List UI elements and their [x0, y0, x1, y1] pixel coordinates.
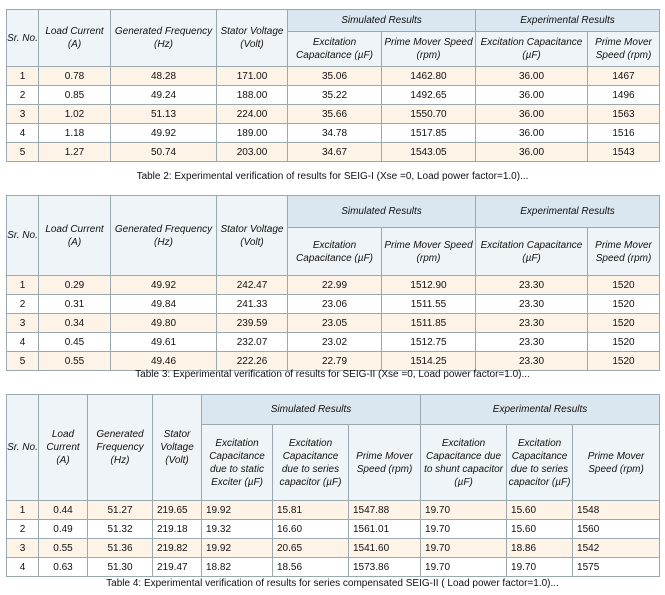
- table-cell: 22.99: [288, 276, 382, 295]
- table-cell: 219.65: [153, 501, 202, 520]
- header-generated-frequency: Generated Frequency (Hz): [111, 10, 217, 67]
- table-cell: 23.02: [288, 333, 382, 352]
- table-cell: 1492.65: [382, 86, 476, 105]
- table-cell: 0.44: [39, 501, 88, 520]
- table-3-body: [7, 276, 660, 371]
- table-cell: 1512.75: [382, 333, 476, 352]
- table-row: [7, 558, 660, 577]
- table-cell: 35.06: [288, 67, 382, 86]
- header-prime-mover-speed: Prime Mover Speed (rpm): [382, 32, 476, 67]
- table-cell: 16.60: [273, 520, 349, 539]
- table-cell: 50.74: [111, 143, 217, 162]
- header-capacitance-series-capacitor-exp: Excitation Capacitance due to series capacitor (µF): [507, 425, 573, 501]
- header-sr-no: Sr. No.: [7, 196, 39, 276]
- table-2: [6, 9, 660, 162]
- table-cell: 18.56: [273, 558, 349, 577]
- table-cell: 19.70: [421, 539, 507, 558]
- table-cell: 34.67: [288, 143, 382, 162]
- table-cell: 1561.01: [349, 520, 421, 539]
- table-cell: 23.30: [476, 314, 588, 333]
- table-cell: 1.27: [39, 143, 111, 162]
- table-cell: 4: [7, 558, 39, 577]
- table-cell: 18.86: [507, 539, 573, 558]
- header-simulated-results: Simulated Results: [288, 196, 476, 228]
- table-row: [7, 520, 660, 539]
- table-cell: 1520: [588, 352, 660, 371]
- table-cell: 19.70: [421, 520, 507, 539]
- table-row: [7, 333, 660, 352]
- table-cell: 22.79: [288, 352, 382, 371]
- table-cell: 1548: [573, 501, 660, 520]
- table-cell: 0.55: [39, 352, 111, 371]
- table-cell: 5: [7, 143, 39, 162]
- table-row: [7, 105, 660, 124]
- table-cell: 48.28: [111, 67, 217, 86]
- header-load-current: Load Current (A): [39, 10, 111, 67]
- table-cell: 219.82: [153, 539, 202, 558]
- table-cell: 36.00: [476, 67, 588, 86]
- table-row: [7, 143, 660, 162]
- table-cell: 1563: [588, 105, 660, 124]
- table-cell: 19.92: [202, 539, 273, 558]
- table-cell: 1467: [588, 67, 660, 86]
- header-excitation-capacitance: Excitation Capacitance (µF): [476, 32, 588, 67]
- header-prime-mover-speed-exp: Prime Mover Speed (rpm): [573, 425, 660, 501]
- table-cell: 3: [7, 539, 39, 558]
- table-cell: 1511.55: [382, 295, 476, 314]
- table-cell: 219.47: [153, 558, 202, 577]
- table-row: [7, 501, 660, 520]
- table-cell: 51.32: [88, 520, 153, 539]
- table-cell: 189.00: [217, 124, 288, 143]
- table-cell: 1542: [573, 539, 660, 558]
- table-row: [7, 124, 660, 143]
- table-cell: 222.26: [217, 352, 288, 371]
- header-capacitance-shunt-capacitor: Excitation Capacitance due to shunt capacitor (µF): [421, 425, 507, 501]
- table-cell: 23.06: [288, 295, 382, 314]
- header-experimental-results: Experimental Results: [421, 395, 660, 425]
- header-generated-frequency: Generated Frequency (Hz): [88, 395, 153, 501]
- table-cell: 1: [7, 67, 39, 86]
- header-sr-no: Sr. No.: [7, 10, 39, 67]
- table-cell: 36.00: [476, 86, 588, 105]
- table-cell: 171.00: [217, 67, 288, 86]
- table-cell: 219.18: [153, 520, 202, 539]
- table-cell: 49.80: [111, 314, 217, 333]
- table-cell: 1.02: [39, 105, 111, 124]
- table-cell: 1496: [588, 86, 660, 105]
- table-cell: 1573.86: [349, 558, 421, 577]
- table-cell: 51.36: [88, 539, 153, 558]
- table-4-caption: Table 4: Experimental verification of results for series compensated SEIG-II ( Load power factor=1.0)...: [106, 578, 559, 589]
- table-cell: 19.70: [507, 558, 573, 577]
- header-stator-voltage: Stator Voltage (Volt): [153, 395, 202, 501]
- table-2-caption: Table 2: Experimental verification of results for SEIG-I (Xse =0, Load power factor=1.0)...: [136, 171, 529, 182]
- table-cell: 1520: [588, 314, 660, 333]
- header-stator-voltage: Stator Voltage (Volt): [217, 196, 288, 276]
- table-cell: 36.00: [476, 143, 588, 162]
- table-cell: 1520: [588, 295, 660, 314]
- table-cell: 19.92: [202, 501, 273, 520]
- table-cell: 1520: [588, 333, 660, 352]
- table-cell: 5: [7, 352, 39, 371]
- table-row: [7, 352, 660, 371]
- table-row: [7, 86, 660, 105]
- table-cell: 49.92: [111, 276, 217, 295]
- table-cell: 19.70: [421, 501, 507, 520]
- table-cell: 1516: [588, 124, 660, 143]
- table-cell: 49.46: [111, 352, 217, 371]
- table-cell: 1.18: [39, 124, 111, 143]
- table-cell: 23.05: [288, 314, 382, 333]
- table-row: [7, 314, 660, 333]
- table-cell: 23.30: [476, 352, 588, 371]
- table-cell: 1543.05: [382, 143, 476, 162]
- table-row: [7, 276, 660, 295]
- header-load-current: Load Current (A): [39, 196, 111, 276]
- table-cell: 1: [7, 276, 39, 295]
- table-cell: 18.82: [202, 558, 273, 577]
- table-cell: 232.07: [217, 333, 288, 352]
- table-cell: 242.47: [217, 276, 288, 295]
- header-excitation-capacitance: Excitation Capacitance (µF): [476, 228, 588, 276]
- table-cell: 0.29: [39, 276, 111, 295]
- table-cell: 0.34: [39, 314, 111, 333]
- table-cell: 35.66: [288, 105, 382, 124]
- table-cell: 0.45: [39, 333, 111, 352]
- table-cell: 0.85: [39, 86, 111, 105]
- table-cell: 36.00: [476, 105, 588, 124]
- header-experimental-results: Experimental Results: [476, 10, 660, 32]
- header-load-current: Load Current (A): [39, 395, 88, 501]
- table-cell: 1550.70: [382, 105, 476, 124]
- table-4: [6, 394, 660, 577]
- table-cell: 239.59: [217, 314, 288, 333]
- table-cell: 1512.90: [382, 276, 476, 295]
- table-cell: 1575: [573, 558, 660, 577]
- table-cell: 1560: [573, 520, 660, 539]
- table-cell: 23.30: [476, 276, 588, 295]
- table-cell: 1543: [588, 143, 660, 162]
- table-3: [6, 195, 660, 371]
- table-cell: 1517.85: [382, 124, 476, 143]
- table-cell: 20.65: [273, 539, 349, 558]
- header-sr-no: Sr. No.: [7, 395, 39, 501]
- table-cell: 2: [7, 520, 39, 539]
- table-cell: 1541.60: [349, 539, 421, 558]
- table-cell: 51.27: [88, 501, 153, 520]
- table-cell: 19.70: [421, 558, 507, 577]
- table-cell: 0.49: [39, 520, 88, 539]
- table-cell: 49.84: [111, 295, 217, 314]
- table-cell: 203.00: [217, 143, 288, 162]
- table-cell: 35.22: [288, 86, 382, 105]
- table-2-body: [7, 67, 660, 162]
- table-cell: 36.00: [476, 124, 588, 143]
- table-cell: 188.00: [217, 86, 288, 105]
- header-experimental-results: Experimental Results: [476, 196, 660, 228]
- header-simulated-results: Simulated Results: [288, 10, 476, 32]
- table-cell: 241.33: [217, 295, 288, 314]
- table-cell: 34.78: [288, 124, 382, 143]
- header-excitation-capacitance: Excitation Capacitance (µF): [288, 32, 382, 67]
- header-generated-frequency: Generated Frequency (Hz): [111, 196, 217, 276]
- table-cell: 1462.80: [382, 67, 476, 86]
- table-cell: 1520: [588, 276, 660, 295]
- table-row: [7, 539, 660, 558]
- table-cell: 49.92: [111, 124, 217, 143]
- header-capacitance-static-exciter: Excitation Capacitance due to static Exciter (µF): [202, 425, 273, 501]
- table-cell: 1: [7, 501, 39, 520]
- table-cell: 1514.25: [382, 352, 476, 371]
- header-stator-voltage: Stator Voltage (Volt): [217, 10, 288, 67]
- table-cell: 15.60: [507, 520, 573, 539]
- table-cell: 3: [7, 314, 39, 333]
- header-prime-mover-speed: Prime Mover Speed (rpm): [588, 228, 660, 276]
- table-cell: 2: [7, 86, 39, 105]
- table-3-caption: Table 3: Experimental verification of results for SEIG-II (Xse =0, Load power factor=1.0)...: [135, 369, 530, 380]
- table-cell: 51.13: [111, 105, 217, 124]
- table-cell: 4: [7, 333, 39, 352]
- table-cell: 224.00: [217, 105, 288, 124]
- header-prime-mover-speed: Prime Mover Speed (rpm): [349, 425, 421, 501]
- table-4-body: [7, 501, 660, 577]
- table-cell: 0.63: [39, 558, 88, 577]
- table-row: [7, 295, 660, 314]
- table-cell: 3: [7, 105, 39, 124]
- table-cell: 49.24: [111, 86, 217, 105]
- table-cell: 0.78: [39, 67, 111, 86]
- table-cell: 0.55: [39, 539, 88, 558]
- table-row: [7, 67, 660, 86]
- header-capacitance-series-capacitor: Excitation Capacitance due to series capacitor (µF): [273, 425, 349, 501]
- table-cell: 1547.88: [349, 501, 421, 520]
- table-cell: 15.60: [507, 501, 573, 520]
- table-cell: 23.30: [476, 295, 588, 314]
- header-prime-mover-speed: Prime Mover Speed (rpm): [382, 228, 476, 276]
- table-cell: 15.81: [273, 501, 349, 520]
- table-cell: 4: [7, 124, 39, 143]
- table-cell: 19.32: [202, 520, 273, 539]
- header-simulated-results: Simulated Results: [202, 395, 421, 425]
- table-cell: 0.31: [39, 295, 111, 314]
- header-excitation-capacitance: Excitation Capacitance (µF): [288, 228, 382, 276]
- table-cell: 51.30: [88, 558, 153, 577]
- table-cell: 1511.85: [382, 314, 476, 333]
- header-prime-mover-speed: Prime Mover Speed (rpm): [588, 32, 660, 67]
- table-cell: 49.61: [111, 333, 217, 352]
- table-cell: 23.30: [476, 333, 588, 352]
- table-cell: 2: [7, 295, 39, 314]
